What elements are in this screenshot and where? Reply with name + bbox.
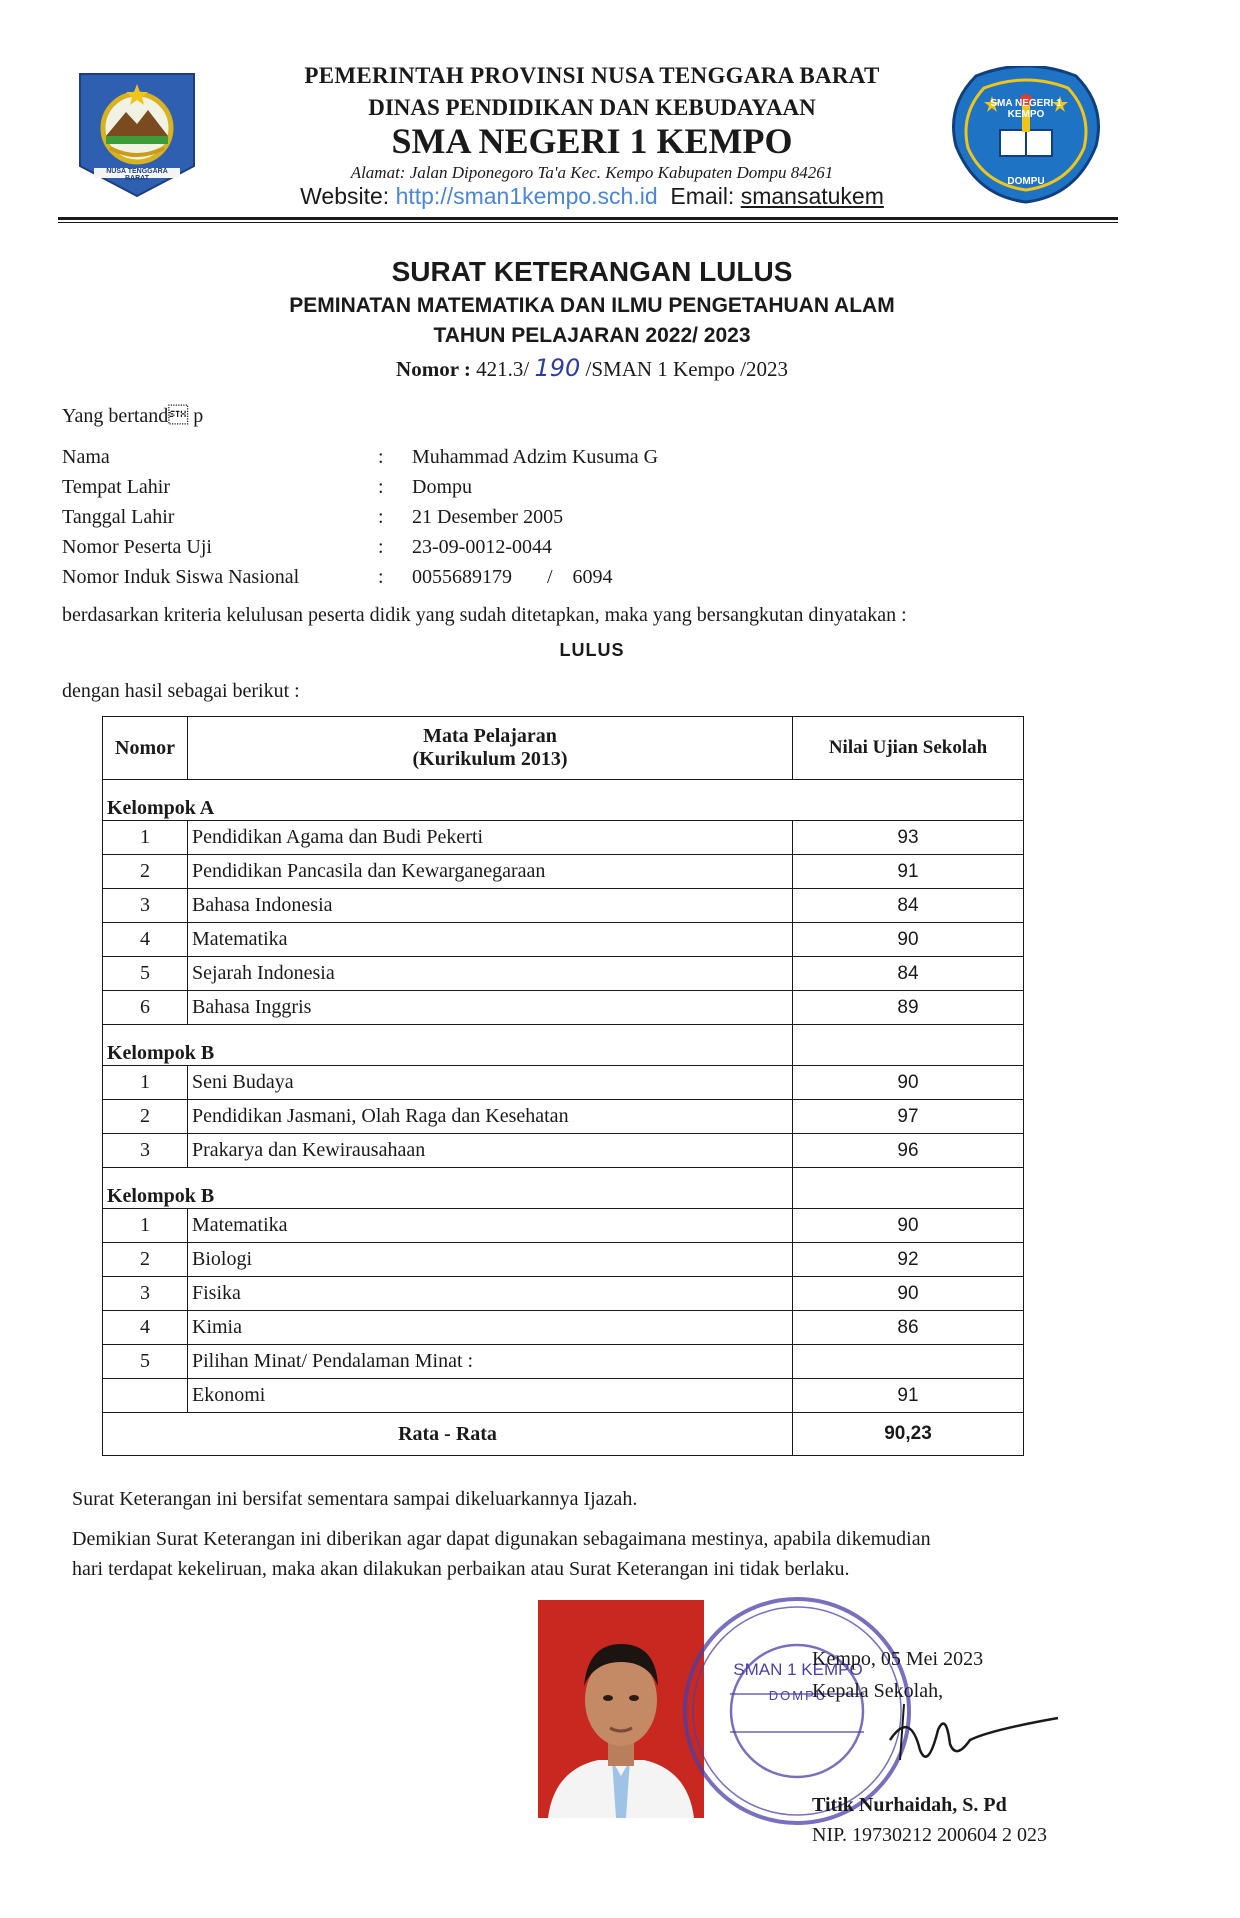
identity-value-exam-number: 23-09-0012-0044: [412, 536, 552, 558]
table-row: [103, 1209, 1024, 1243]
result-intro: dengan hasil sebagai berikut :: [62, 680, 300, 702]
handwritten-signature: [880, 1700, 1060, 1780]
row-score: 84: [793, 889, 1024, 923]
average-value: 90,23: [793, 1413, 1024, 1456]
table-row: [103, 1379, 1024, 1413]
school-logo-bottom-text: DOMPU: [1007, 176, 1045, 187]
letterhead-government: PEMERINTAH PROVINSI NUSA TENGGARA BARAT: [304, 63, 880, 88]
row-subject: Ekonomi: [188, 1379, 793, 1413]
row-number: 1: [103, 1066, 188, 1100]
note-closing-line2: hari terdapat kekeliruan, maka akan dilakukan perbaikan atau Surat Keterangan ini tidak berlaku.: [72, 1558, 850, 1580]
row-score: 90: [793, 923, 1024, 957]
row-subject: Sejarah Indonesia: [188, 957, 793, 991]
document-subtitle: PEMINATAN MATEMATIKA DAN ILMU PENGETAHUAN ALAM: [289, 294, 895, 317]
number-label: Nomor :: [396, 357, 471, 381]
email-link[interactable]: smansatukem: [740, 183, 884, 209]
identity-label-exam-number: Nomor Peserta Uji: [62, 536, 212, 558]
row-score: [793, 1345, 1024, 1379]
letterhead-contact: [200, 183, 984, 210]
group-spacer: [793, 780, 1024, 821]
identity-value-nisn: 0055689179 / 6094: [412, 566, 613, 588]
number-suffix: /SMAN 1 Kempo /2023: [585, 357, 788, 381]
row-number: 4: [103, 923, 188, 957]
identity-value-name: Muhammad Adzim Kusuma G: [412, 446, 659, 468]
signature-role: Kepala Sekolah,: [812, 1680, 944, 1702]
group-spacer: [793, 1168, 1024, 1209]
row-number: 3: [103, 1134, 188, 1168]
row-score: 91: [793, 1379, 1024, 1413]
row-number: 5: [103, 1345, 188, 1379]
identity-value-birthdate: 21 Desember 2005: [412, 506, 564, 528]
table-row: [103, 923, 1024, 957]
row-subject: Pilihan Minat/ Pendalaman Minat :: [188, 1345, 793, 1379]
stamp-text-city: DOMPU: [768, 1688, 828, 1703]
school-logo-top-text: SMA NEGERI 1 KEMPO: [990, 98, 1062, 120]
table-row: [103, 855, 1024, 889]
result-status: LULUS: [559, 640, 625, 660]
row-number: 2: [103, 1243, 188, 1277]
row-score: 96: [793, 1134, 1024, 1168]
group-row: [103, 780, 1024, 821]
row-subject: Matematika: [188, 1209, 793, 1243]
province-logo-text: NUSA TENGGARA BARAT: [106, 168, 168, 182]
identity-label-birthdate: Tanggal Lahir: [62, 506, 175, 528]
row-score: 89: [793, 991, 1024, 1025]
table-row: [103, 1311, 1024, 1345]
letterhead-rule: [58, 217, 1118, 220]
group-name: Kelompok B: [103, 1168, 793, 1209]
table-row: [103, 889, 1024, 923]
document-title: SURAT KETERANGAN LULUS: [391, 256, 793, 287]
row-subject: Prakarya dan Kewirausahaan: [188, 1134, 793, 1168]
identity-colon: :: [378, 476, 384, 498]
row-score: 90: [793, 1209, 1024, 1243]
signature-name: Titik Nurhaidah, S. Pd: [812, 1794, 1007, 1816]
number-handwritten: 190: [534, 354, 581, 382]
row-subject: Pendidikan Pancasila dan Kewarganegaraan: [188, 855, 793, 889]
table-row: [103, 1345, 1024, 1379]
row-score: 90: [793, 1066, 1024, 1100]
group-name: Kelompok A: [103, 780, 793, 821]
identity-colon: :: [378, 446, 384, 468]
row-subject: Pendidikan Jasmani, Olah Raga dan Kesehatan: [188, 1100, 793, 1134]
letterhead-school-name: SMA NEGERI 1 KEMPO: [391, 121, 793, 161]
group-row: [103, 1168, 1024, 1209]
row-score: 86: [793, 1311, 1024, 1345]
intro-text: Yang bertand p: [62, 405, 204, 427]
website-link[interactable]: http://sman1kempo.sch.id: [395, 183, 658, 209]
header-subject-line1: Mata Pelajaran: [423, 725, 557, 747]
row-score: 92: [793, 1243, 1024, 1277]
average-row: [103, 1413, 1024, 1456]
table-row: [103, 991, 1024, 1025]
table-row: [103, 1100, 1024, 1134]
row-subject: Matematika: [188, 923, 793, 957]
row-subject: Fisika: [188, 1277, 793, 1311]
row-number: 3: [103, 889, 188, 923]
letterhead-department: DINAS PENDIDIKAN DAN KEBUDAYAAN: [368, 95, 816, 120]
row-number: 1: [103, 1209, 188, 1243]
letterhead-address: Alamat: Jalan Diponegoro Ta'a Kec. Kempo Kabupaten Dompu 84261: [350, 163, 834, 182]
table-row: [103, 1277, 1024, 1311]
row-number: 2: [103, 1100, 188, 1134]
row-score: 93: [793, 821, 1024, 855]
header-score: Nilai Ujian Sekolah: [793, 717, 1024, 780]
row-subject: Pendidikan Agama dan Budi Pekerti: [188, 821, 793, 855]
grades-table: [102, 716, 1024, 1456]
website-label: Website:: [300, 183, 390, 209]
group-spacer: [793, 1025, 1024, 1066]
identity-colon: :: [378, 566, 384, 588]
identity-colon: :: [378, 506, 384, 528]
signature-nip: NIP. 19730212 200604 2 023: [812, 1824, 1048, 1846]
email-label: Email:: [670, 183, 735, 209]
row-number: 3: [103, 1277, 188, 1311]
group-row: [103, 1025, 1024, 1066]
header-subject-line2: (Kurikulum 2013): [412, 748, 568, 770]
table-header-row: [103, 717, 1024, 780]
row-subject: Bahasa Indonesia: [188, 889, 793, 923]
row-number: 1: [103, 821, 188, 855]
row-score: 91: [793, 855, 1024, 889]
table-row: [103, 1134, 1024, 1168]
row-subject: Biologi: [188, 1243, 793, 1277]
header-subject: [188, 717, 793, 780]
letterhead-rule-thin: [58, 222, 1118, 223]
identity-label-nisn: Nomor Induk Siswa Nasional: [62, 566, 300, 588]
note-temporary: Surat Keterangan ini bersifat sementara sampai dikeluarkannya Ijazah.: [72, 1488, 638, 1510]
average-label: Rata - Rata: [103, 1413, 793, 1456]
row-number: [103, 1379, 188, 1413]
table-row: [103, 1066, 1024, 1100]
table-row: [103, 957, 1024, 991]
academic-year: TAHUN PELAJARAN 2022/ 2023: [433, 324, 751, 347]
row-number: 6: [103, 991, 188, 1025]
table-row: [103, 1243, 1024, 1277]
signature-place-date: Kempo, 05 Mei 2023: [812, 1648, 984, 1670]
group-name: Kelompok B: [103, 1025, 793, 1066]
row-score: 90: [793, 1277, 1024, 1311]
row-subject: Seni Budaya: [188, 1066, 793, 1100]
row-number: 2: [103, 855, 188, 889]
identity-colon: :: [378, 536, 384, 558]
criteria-text: berdasarkan kriteria kelulusan peserta didik yang sudah ditetapkan, maka yang bersangkutan dinyatakan :: [62, 604, 907, 626]
identity-label-birthplace: Tempat Lahir: [62, 476, 170, 498]
note-closing-line1: Demikian Surat Keterangan ini diberikan agar dapat digunakan sebagaimana mestinya, apabila dikemudian: [72, 1528, 931, 1550]
document-number: [0, 354, 1184, 382]
number-prefix: 421.3/: [476, 357, 530, 381]
row-number: 5: [103, 957, 188, 991]
row-number: 4: [103, 1311, 188, 1345]
row-subject: Kimia: [188, 1311, 793, 1345]
stamp-text-school: SMAN 1 KEMPO: [733, 1660, 863, 1679]
header-number: Nomor: [103, 717, 188, 780]
table-row: [103, 821, 1024, 855]
row-score: 84: [793, 957, 1024, 991]
identity-value-birthplace: Dompu: [412, 476, 472, 498]
row-score: 97: [793, 1100, 1024, 1134]
row-subject: Bahasa Inggris: [188, 991, 793, 1025]
identity-label-name: Nama: [62, 446, 110, 468]
